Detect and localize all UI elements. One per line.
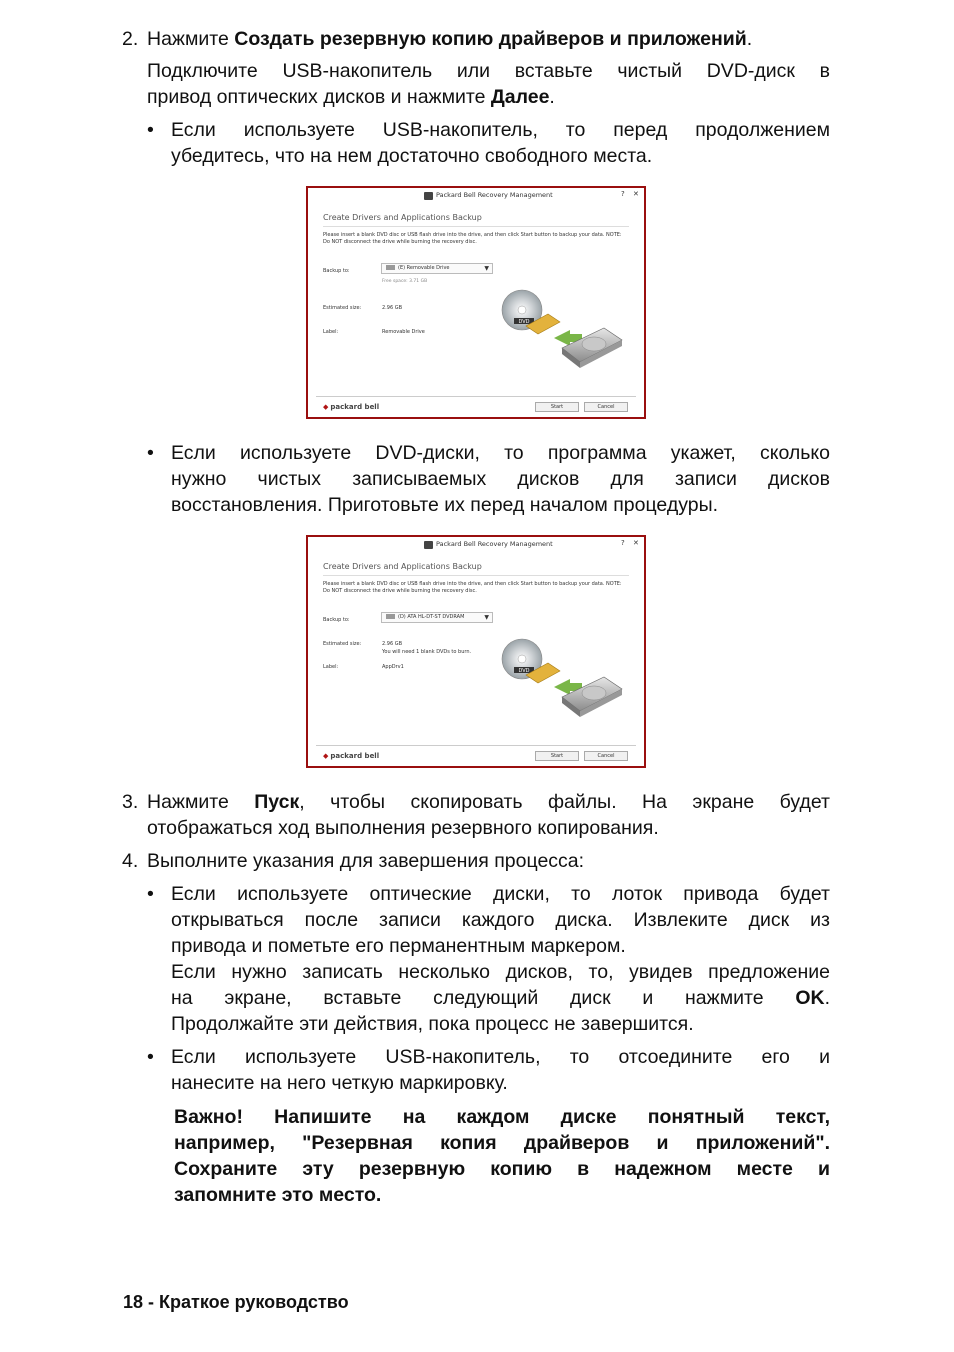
bullet-marker: • (147, 1046, 154, 1068)
window-title: Packard Bell Recovery Management (436, 191, 553, 199)
dvd-tag: DVD (518, 668, 530, 674)
label-value: AppDrv1 (382, 664, 404, 670)
step-2-para-line1: Подключите USB-накопитель или вставьте чистый DVD-диск в (147, 60, 830, 82)
start-button[interactable]: Start (535, 402, 579, 412)
step-2-next: Далее (490, 86, 550, 108)
packard-bell-logo (323, 403, 379, 411)
dvd-tag: DVD (518, 319, 530, 325)
important-line1: Важно! Напишите на каждом диске понятный текст, (174, 1106, 830, 1128)
step-2-bullet1-line2: убедитесь, что на нем достаточно свободного места. (171, 145, 653, 167)
step-4-number: 4. (122, 850, 139, 872)
logo-swoosh-icon: ◆ (323, 752, 329, 760)
step-2-bullet2-line3: восстановления. Приготовьте их перед началом процедуры. (171, 494, 719, 516)
footer-divider (316, 396, 636, 397)
title-bar (308, 188, 644, 204)
size-value: 2.96 GB (382, 305, 403, 311)
footer-divider (316, 745, 636, 746)
backup-select[interactable] (381, 263, 493, 274)
size-label: Estimated size: (323, 641, 362, 647)
help-icon[interactable]: ? (621, 190, 625, 198)
close-icon[interactable]: ✕ (633, 190, 639, 198)
bullet-marker: • (147, 883, 154, 905)
important-line2: например, "Резервная копия драйверов и приложений". (174, 1132, 830, 1154)
backup-illustration-icon (498, 637, 628, 727)
chevron-down-icon: ▼ (484, 614, 489, 621)
size-note: You will need 1 blank DVDs to burn. (382, 649, 472, 655)
step-3-number: 3. (122, 791, 139, 813)
label-label: Label: (323, 664, 339, 670)
step-2-bullet1-line1: Если используете USB-накопитель, то перед продолжением (171, 119, 830, 141)
step-4-bullet1-line4: Если нужно записать несколько дисков, то, увидев предложение (171, 961, 830, 983)
backup-illustration-icon (498, 288, 628, 378)
logo-text: packard bell (330, 752, 380, 760)
step-2-para-prefix: привод оптических дисков и нажмите (147, 86, 491, 108)
step-4-line5-suffix: . (824, 987, 830, 1009)
step-4-bullet2-line2: нанесите на него четкую маркировку. (171, 1072, 508, 1094)
backup-select-value: (E) Removable Drive (398, 265, 450, 271)
logo-text: packard bell (330, 403, 380, 411)
backup-label: Backup to: (323, 268, 350, 274)
start-button[interactable]: Start (535, 751, 579, 761)
step-4-bullet2-line1: Если используете USB-накопитель, то отсоедините его и (171, 1046, 830, 1068)
cancel-button[interactable]: Cancel (584, 751, 628, 761)
label-label: Label: (323, 329, 339, 335)
app-icon (424, 541, 433, 549)
step-4-line5-prefix: на экране, вставьте следующий диск и нажмите (171, 987, 796, 1009)
packard-bell-logo (323, 752, 379, 760)
page-footer: 18 - Краткое руководство (123, 1292, 349, 1312)
step-3-rest: , чтобы скопировать файлы. На экране будет (299, 791, 830, 813)
step-2-action: Создать резервную копию драйверов и приложений (234, 28, 747, 50)
step-2-prefix: Нажмите (147, 28, 235, 50)
step-2-para-line2 (147, 84, 830, 110)
instructions: Please insert a blank DVD disc or USB flash drive into the drive, and then click Start button to backup your data. NOTE: Do NOT disconnect the drive while burning the recovery disc. (323, 581, 622, 594)
chevron-down-icon: ▼ (484, 265, 489, 272)
step-3-prefix: Нажмите (147, 791, 255, 813)
important-line4: запомните это место. (174, 1184, 382, 1206)
divider (323, 226, 629, 227)
drive-icon (386, 614, 395, 619)
close-icon[interactable]: ✕ (633, 539, 639, 547)
divider (323, 575, 629, 576)
size-label: Estimated size: (323, 305, 362, 311)
backup-select-value: (D) ATA HL-DT-ST DVDRAM (398, 614, 465, 620)
instructions: Please insert a blank DVD disc or USB flash drive into the drive, and then click Start button to backup your data. NOTE: Do NOT disconnect the drive while burning the recovery disc. (323, 232, 622, 245)
label-value: Removable Drive (382, 329, 425, 335)
step-3-start: Пуск (254, 791, 300, 813)
help-icon[interactable]: ? (621, 539, 625, 547)
step-4-ok: OK (795, 987, 825, 1009)
step-4-bullet1-line5 (171, 985, 830, 1011)
title-bar (308, 537, 644, 553)
step-2-bullet2-line2: нужно чистых записываемых дисков для записи дисков (171, 468, 830, 490)
step-4-text: Выполните указания для завершения процесса: (147, 850, 585, 872)
recovery-window-dvd (306, 535, 646, 768)
bullet-marker: • (147, 442, 154, 464)
dialog-heading: Create Drivers and Applications Backup (323, 562, 482, 571)
important-line3: Сохраните эту резервную копию в надежном месте и (174, 1158, 830, 1180)
step-4-bullet1-line1: Если используете оптические диски, то лоток привода будет (171, 883, 830, 905)
step-2-para-suffix: . (549, 86, 555, 108)
app-icon (424, 192, 433, 200)
cancel-button[interactable]: Cancel (584, 402, 628, 412)
step-4-bullet1-line2: открываться после записи каждого диска. Извлеките диск из (171, 909, 830, 931)
backup-label: Backup to: (323, 617, 350, 623)
size-value: 2.96 GB (382, 641, 403, 647)
step-3-line2: отображаться ход выполнения резервного копирования. (147, 817, 659, 839)
window-title: Packard Bell Recovery Management (436, 540, 553, 548)
recovery-window-usb (306, 186, 646, 419)
drive-icon (386, 265, 395, 270)
logo-swoosh-icon: ◆ (323, 403, 329, 411)
free-space: Free space: 3.71 GB (382, 279, 428, 284)
step-2-heading (147, 26, 837, 52)
step-2-number: 2. (122, 28, 139, 50)
backup-select[interactable] (381, 612, 493, 623)
step-4-bullet1-line6: Продолжайте эти действия, пока процесс не завершится. (171, 1013, 694, 1035)
step-4-bullet1-line3: привода и пометьте его перманентным маркером. (171, 935, 626, 957)
step-2-suffix: . (746, 28, 753, 50)
step-3-line1 (147, 789, 830, 815)
step-2-bullet2-line1: Если используете DVD-диски, то программа укажет, сколько (171, 442, 830, 464)
bullet-marker: • (147, 119, 154, 141)
dialog-heading: Create Drivers and Applications Backup (323, 213, 482, 222)
